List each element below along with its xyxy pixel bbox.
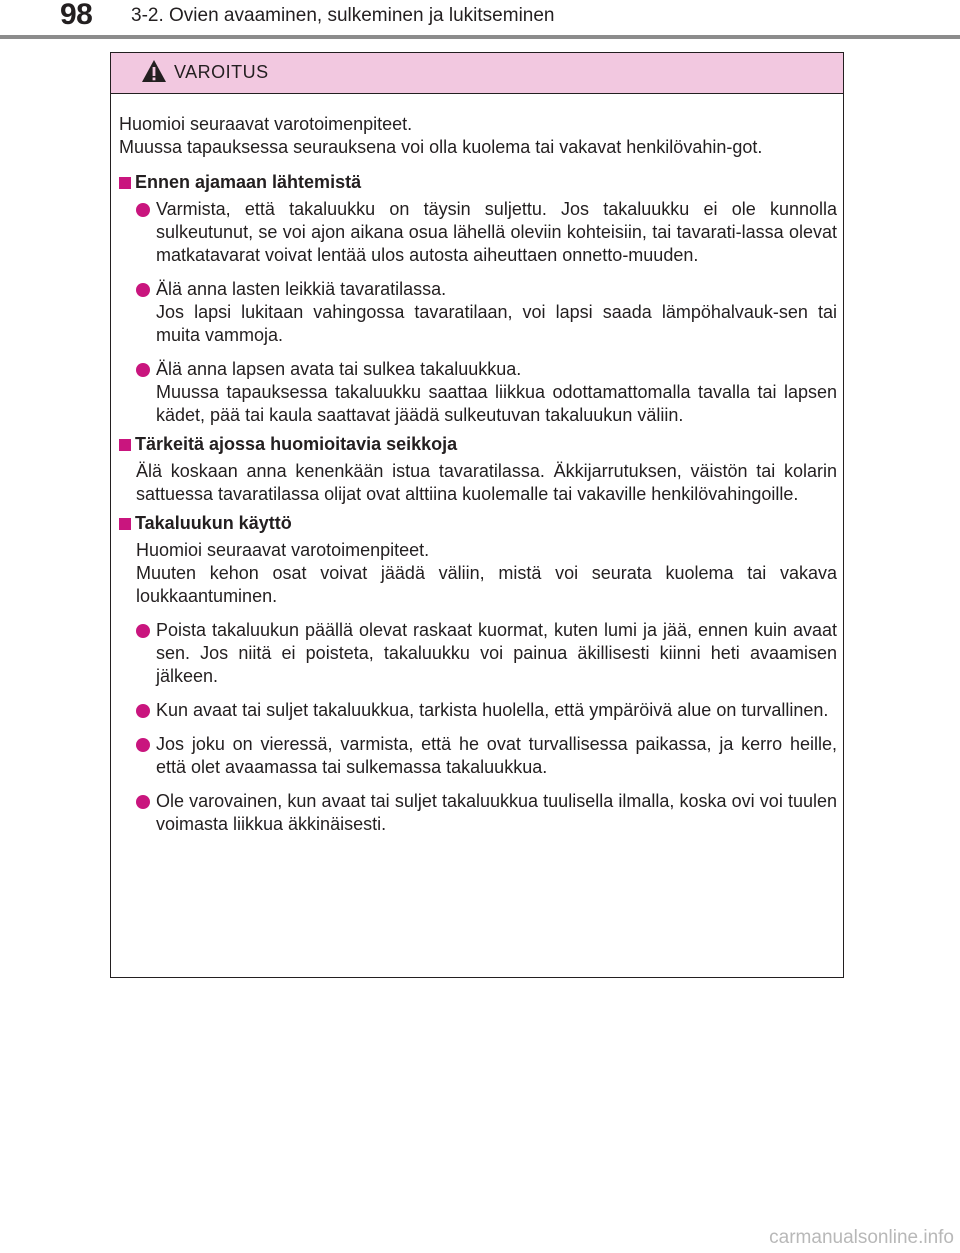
section-tailgate-use	[119, 512, 837, 836]
warning-header	[111, 53, 843, 94]
list-item: Ole varovainen, kun avaat tai suljet takaluukkua tuulisella ilmalla, koska ovi voi tuulen voimasta liikkua äkkinäisesti.	[119, 790, 837, 836]
dot-bullet-icon	[136, 795, 150, 809]
list-item: Poista takaluukun päällä olevat raskaat kuormat, kuten lumi ja jää, ennen kuin avaat sen. Jos niitä ei poisteta, takaluukku voi painua äkillisesti kiinni heti avaamisen jälkeen.	[119, 619, 837, 688]
dot-bullet-icon	[136, 363, 150, 377]
dot-bullet-icon	[136, 283, 150, 297]
list-item: Älä anna lasten leikkiä tavaratilassa. Jos lapsi lukitaan vahingossa tavaratilaan, voi lapsi saada lämpöhalvauk-sen tai muita vammoja.	[119, 278, 837, 347]
list-item: Jos joku on vieressä, varmista, että he ovat turvallisessa paikassa, ja kerro heille, että olet avaamassa tai sulkemassa takaluukkua.	[119, 733, 837, 779]
warning-box	[110, 52, 844, 978]
section-title: Takaluukun käyttö	[119, 512, 837, 535]
dot-bullet-icon	[136, 738, 150, 752]
section-driving	[119, 433, 837, 506]
warning-triangle-icon	[141, 59, 167, 88]
list-item: Varmista, että takaluukku on täysin suljettu. Jos takaluukku ei ole kunnolla sulkeutunut, se voi ajon aikana osua lähellä oleviin kohteisiin, tai tavarati-lassa olevat matkatavarat voivat lentää ulos autosta aiheuttaen onnetto-muuden.	[119, 198, 837, 267]
square-bullet-icon	[119, 518, 131, 530]
section-title: Tärkeitä ajossa huomioitavia seikkoja	[119, 433, 837, 456]
list-item: Kun avaat tai suljet takaluukkua, tarkista huolella, että ympäröivä alue on turvallinen.	[119, 699, 837, 722]
dot-bullet-icon	[136, 203, 150, 217]
warning-label: VAROITUS	[174, 62, 269, 82]
warning-body	[119, 113, 837, 847]
dot-bullet-icon	[136, 624, 150, 638]
page-number: 98	[60, 0, 93, 31]
square-bullet-icon	[119, 439, 131, 451]
dot-bullet-icon	[136, 704, 150, 718]
section-before-driving	[119, 171, 837, 427]
square-bullet-icon	[119, 177, 131, 189]
chapter-title: 3-2. Ovien avaaminen, sulkeminen ja lukitseminen	[131, 5, 555, 26]
watermark: carmanualsonline.info	[769, 1227, 954, 1248]
section-text: Huomioi seuraavat varotoimenpiteet. Muuten kehon osat voivat jäädä väliin, mistä voi seurata kuolema tai vakava loukkaantuminen.	[136, 540, 837, 606]
section-title: Ennen ajamaan lähtemistä	[119, 171, 837, 194]
warning-intro: Huomioi seuraavat varotoimenpiteet. Muussa tapauksessa seurauksena voi olla kuolema tai vakavat henkilövahin-got.	[119, 114, 763, 157]
section-text: Älä koskaan anna kenenkään istua tavaratilassa. Äkkijarrutuksen, väistön tai kolarin sattuessa tavaratilassa olijat ovat alttiina kuolemalle tai vakaville henkilövahingoille.	[136, 461, 837, 504]
header-rule	[0, 35, 960, 39]
list-item: Älä anna lapsen avata tai sulkea takaluukkua. Muussa tapauksessa takaluukku saattaa liikkua odottamattomalla tavalla tai lapsen kädet, pää tai kaula saattavat jäädä sulkeutuvan takaluukun väliin.	[119, 358, 837, 427]
